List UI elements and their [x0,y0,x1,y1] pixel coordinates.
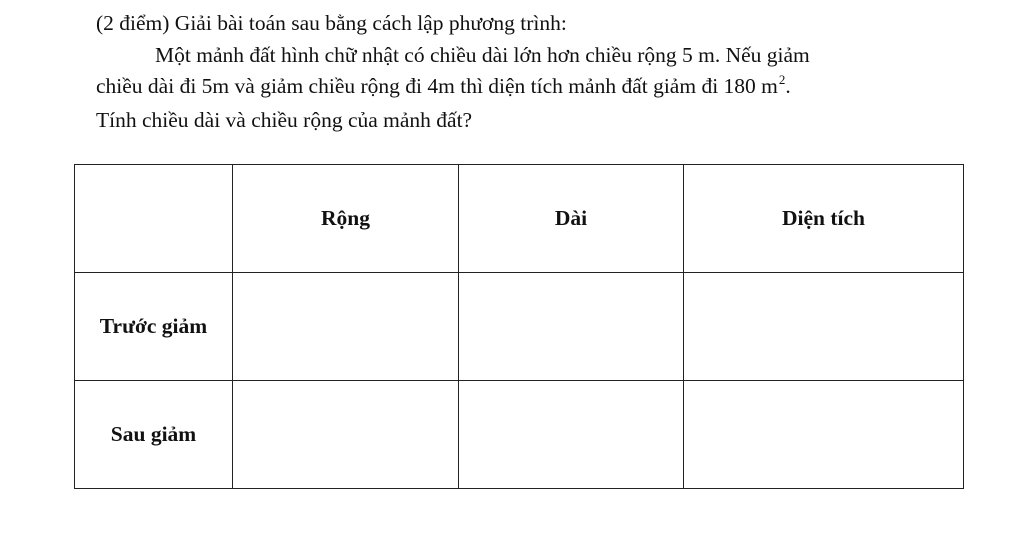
problem-line-2-text: chiều dài đi 5m và giảm chiều rộng đi 4m thì diện tích mảnh đất giảm đi 180 m [96,74,778,98]
problem-heading: (2 điểm) Giải bài toán sau bằng cách lập phương trình: [96,11,567,35]
cell-before-area [684,273,964,381]
row-label-before: Trước giảm [75,273,233,381]
header-length: Dài [459,165,684,273]
table-row [75,381,964,489]
cell-after-area [684,381,964,489]
superscript-exponent: 2 [778,72,786,87]
cell-after-width [233,381,459,489]
cell-after-length [459,381,684,489]
problem-line-2 [96,71,956,105]
header-area: Diện tích [684,165,964,273]
problem-line-1: Một mảnh đất hình chữ nhật có chiều dài lớn hơn chiều rộng 5 m. Nếu giảm [155,42,810,67]
cell-before-length [459,273,684,381]
problem-question: Tính chiều dài và chiều rộng của mảnh đất? [96,107,473,132]
header-corner-cell [75,165,233,273]
problem-line-2-end: . [785,74,791,98]
table-row [75,273,964,381]
header-width: Rộng [233,165,459,273]
answer-table [74,164,964,489]
cell-before-width [233,273,459,381]
table-header-row [75,165,964,273]
row-label-after: Sau giảm [75,381,233,489]
problem-statement [96,8,956,136]
